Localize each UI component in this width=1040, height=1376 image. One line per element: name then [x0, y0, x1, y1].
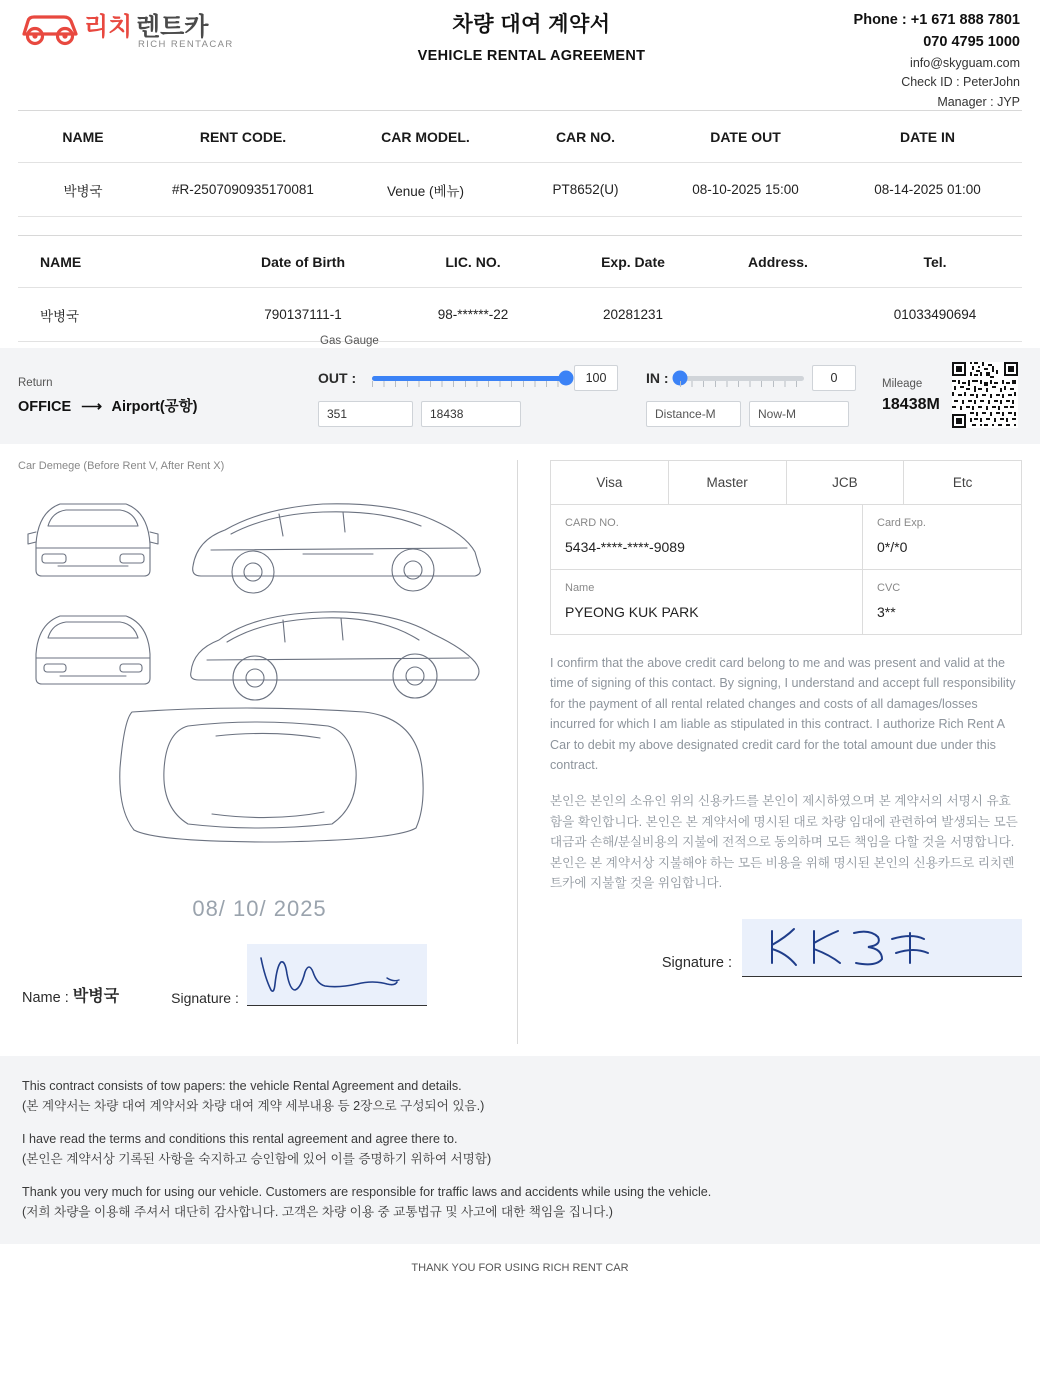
footer-paragraph-3 [22, 1182, 1018, 1223]
table-header-row [18, 236, 1022, 288]
cell-car-model: Venue (베뉴) [386, 183, 465, 199]
car-damage-label: Car Demege (Before Rent V, After Rent X) [18, 460, 225, 472]
title-english: VEHICLE RENTAL AGREEMENT [417, 48, 646, 64]
damage-date: 08/ 10/ 2025 [192, 896, 327, 921]
gas-gauge-panel [0, 335, 1040, 444]
return-label: Return [18, 376, 53, 389]
cell-exp-date: 20281231 [602, 307, 664, 322]
mileage-value: 18438M [882, 396, 940, 413]
distance-out-input[interactable]: 351 [318, 401, 413, 427]
signature-field-right[interactable] [742, 919, 1022, 977]
gas-out-row [318, 365, 618, 391]
cvc-label: CVC [877, 582, 901, 594]
footer-p1-ko: (본 계약서는 차량 대여 계약서와 차량 대여 계약 세부내용 등 2장으로 구성되어 있음.) [22, 1099, 485, 1114]
gas-out-label: OUT : [318, 370, 357, 386]
col-header-name: NAME [62, 128, 104, 145]
car-diagrams[interactable] [18, 482, 501, 882]
table-row [18, 163, 1022, 217]
now-m-input[interactable]: Now-M [749, 401, 849, 427]
cell-dob: 790137111-1 [264, 307, 342, 322]
return-to: Airport(공항) [111, 398, 198, 415]
card-exp-cell[interactable] [863, 505, 1021, 569]
svg-text:리치: 리치 [84, 13, 133, 41]
card-no-label: CARD NO. [565, 517, 619, 529]
check-id: Check ID : PeterJohn [901, 75, 1020, 90]
cell-lic-no: 98-******-22 [437, 307, 509, 322]
return-location-block [18, 377, 318, 416]
gas-out-slider[interactable] [372, 369, 566, 387]
card-name-cell[interactable] [551, 570, 863, 634]
col-header-car-model: CAR MODEL. [381, 128, 470, 145]
signature-field-left[interactable] [247, 944, 427, 1006]
cell-date-out: 08-10-2025 15:00 [692, 182, 799, 197]
customer-signature-row [18, 944, 501, 1006]
footer-terms [0, 1056, 1040, 1244]
footer-p3-ko: (저희 차량을 이용해 주셔서 대단히 감사합니다. 고객은 차량 이용 중 교통법규 및 사고에 대한 책임을 집니다.) [22, 1204, 613, 1219]
card-exp-value: 0*/*0 [877, 539, 908, 555]
card-details-grid [550, 505, 1022, 635]
tab-etc[interactable]: Etc [952, 475, 973, 490]
tab-visa[interactable]: Visa [551, 461, 669, 504]
gas-in-row [646, 365, 856, 391]
gas-in-slider[interactable] [680, 369, 804, 387]
title-korean: 차량 대여 계약서 [452, 13, 611, 36]
tab-master[interactable]: Master [669, 461, 787, 504]
card-type-tabs[interactable] [550, 460, 1022, 505]
qr-code-icon [952, 362, 1018, 428]
manager: Manager : JYP [937, 94, 1020, 109]
col-header-lic-no: LIC. NO. [445, 253, 501, 270]
car-damage-pane [18, 460, 518, 1044]
credit-card-pane [518, 460, 1022, 1044]
col-header-rent-code: RENT CODE. [199, 128, 287, 145]
return-from: OFFICE [18, 398, 72, 415]
footer-p1-en: This contract consists of tow papers: the vehicle Rental Agreement and details. [22, 1079, 462, 1093]
email: info@skyguam.com [910, 55, 1020, 70]
thank-you-note: THANK YOU FOR USING RICH RENT CAR [411, 1262, 629, 1275]
car-top-view [120, 708, 423, 842]
card-signature-row [550, 919, 1022, 977]
col-header-name: NAME [40, 253, 82, 270]
gas-out-block [318, 335, 618, 427]
name-label: Name : [22, 990, 69, 1006]
footer-p2-ko: (본인은 계약서상 기록된 사항을 숙지하고 승인함에 있어 이를 증명하기 위하여 서명함) [22, 1152, 492, 1167]
mileage-label: Mileage [882, 378, 923, 390]
rental-info-table [18, 110, 1022, 217]
return-route [18, 395, 318, 416]
col-header-car-no: CAR NO. [555, 128, 616, 145]
cell-name: 박병국 [63, 183, 103, 199]
terms-korean: 본인은 본인의 소유인 위의 신용카드를 본인이 제시하였으며 본 계약서의 서명시 유효함을 확인합니다. 본인은 본 계약서에 명시된 대로 차량 임대에 관련하여 발생되는 모든 대금과 손해/분실비용의 지불에 전적으로 동의하며 모든 책임을 다할 것을 서명합니다. 본인은 본 계약서상 지불해야 하는 모든 비용을 위해 명시된 본인의 신용카드로 리치렌트카에 지불할 것을 위임합니다. [550, 794, 1018, 890]
tab-jcb[interactable]: JCB [787, 461, 905, 504]
slider-track[interactable] [680, 376, 804, 381]
car-diagram-svg[interactable] [18, 482, 488, 882]
footer-paragraph-2 [22, 1129, 1018, 1170]
card-cvc-cell[interactable] [863, 570, 1021, 634]
gas-out-value[interactable]: 100 [574, 365, 618, 391]
document-title [258, 6, 805, 64]
col-header-address: Address. [748, 253, 808, 270]
cell-name: 박병국 [40, 308, 80, 324]
card-name-row [551, 569, 1021, 634]
col-header-date-out: DATE OUT [710, 128, 781, 145]
signature-mark-icon [742, 919, 1020, 975]
card-signature-label: Signature : [661, 955, 732, 972]
slider-ticks [680, 381, 804, 387]
card-no-value: 5434-****-****-9089 [565, 539, 685, 555]
card-exp-label: Card Exp. [877, 517, 926, 529]
col-header-date-in: DATE IN [900, 128, 955, 145]
terms-english: I confirm that the above credit card belong to me and was present and valid at the time of signing of this contact. By signing, I understand and accept full responsibility for the payment of all rental related changes and costs of all damages/losses incurred for which I am liable as stipulated in this contract. I authorize Rich Rent A Car to debit my above designated credit card for the total amount due under this contract. [550, 656, 1016, 772]
car-front-view-2 [36, 616, 150, 684]
phone-primary: Phone : +1 671 888 7801 [853, 12, 1020, 28]
svg-text:렌트카: 렌트카 [136, 13, 209, 41]
cell-rent-code: #R-2507090935170081 [172, 182, 314, 197]
cell-date-in: 08-14-2025 01:00 [874, 182, 981, 197]
slider-fill [372, 376, 566, 381]
brand-logo [18, 6, 258, 50]
footer-p3-en: Thank you very much for using our vehicle. Customers are responsible for traffic laws and accidents while using the vehicle. [22, 1184, 712, 1199]
arrow-right-icon: ⟶ [81, 398, 102, 415]
signature-label: Signature : [171, 990, 239, 1006]
cell-tel: 01033490694 [893, 307, 977, 322]
contact-block [805, 6, 1020, 112]
card-number-cell[interactable] [551, 505, 863, 569]
table-row [18, 288, 1022, 342]
cell-car-no: PT8652(U) [552, 182, 619, 197]
footer-p2-en: I have read the terms and conditions this rental agreement and agree there to. [22, 1131, 458, 1146]
gas-in-inputs [646, 401, 856, 427]
now-m-out-input[interactable]: 18438 [421, 401, 521, 427]
svg-text:RICH RENTACAR: RICH RENTACAR [138, 39, 234, 50]
main-content [0, 444, 1040, 1044]
table-header-row [18, 111, 1022, 163]
slider-ticks [372, 381, 566, 387]
gas-in-value[interactable]: 0 [812, 365, 856, 391]
footer-paragraph-1 [22, 1076, 1018, 1117]
gas-in-block [646, 365, 856, 427]
distance-m-input[interactable]: Distance-M [646, 401, 741, 427]
phone-secondary: 070 4795 1000 [923, 34, 1020, 51]
gas-gauge-label: Gas Gauge [320, 335, 379, 347]
col-header-dob: Date of Birth [261, 253, 345, 270]
col-header-exp-date: Exp. Date [601, 253, 665, 270]
gas-out-inputs [318, 401, 618, 427]
rich-rentacar-logo-icon [18, 8, 250, 50]
slider-track[interactable] [372, 376, 566, 381]
table-gap [0, 217, 1040, 235]
page-header [0, 0, 1040, 110]
name-value: 박병국 [72, 988, 120, 1005]
card-number-row [551, 505, 1021, 569]
car-front-view [28, 504, 158, 576]
col-header-tel: Tel. [923, 253, 947, 270]
signature-mark-icon [247, 944, 425, 1004]
card-name-label: Name [565, 582, 595, 594]
card-name-value: PYEONG KUK PARK [565, 604, 699, 620]
driver-info-table [18, 235, 1022, 342]
car-rear-quarter-view [193, 504, 481, 593]
gas-in-label: IN : [646, 370, 669, 386]
car-side-view [191, 612, 479, 700]
cvc-value: 3** [877, 604, 896, 620]
